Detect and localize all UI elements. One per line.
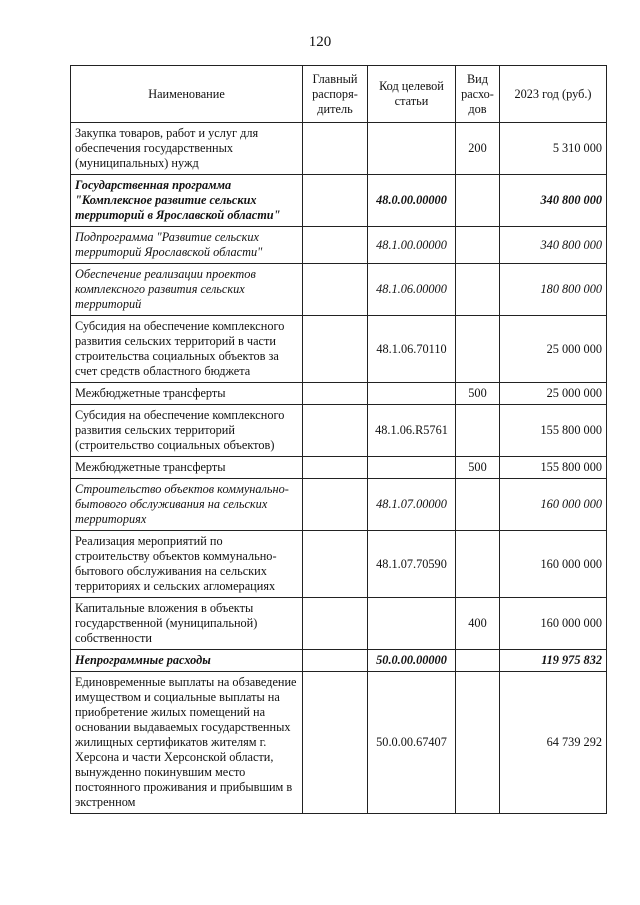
name-cell: Субсидия на обеспечение комплексного развития сельских территорий (строительство социальных объектов)	[71, 405, 303, 457]
code-cell: 48.1.06.70110	[368, 316, 456, 383]
table-header-row	[71, 66, 607, 123]
kind-cell	[456, 264, 500, 316]
grbs-cell	[303, 531, 368, 598]
amount-cell: 5 310 000	[500, 123, 607, 175]
amount-cell: 119 975 832	[500, 650, 607, 672]
grbs-cell	[303, 598, 368, 650]
table-row	[71, 650, 607, 672]
grbs-cell	[303, 650, 368, 672]
amount-cell: 160 000 000	[500, 531, 607, 598]
header-code: Код целевой статьи	[368, 66, 456, 123]
amount-cell: 160 000 000	[500, 479, 607, 531]
table-row	[71, 175, 607, 227]
amount-cell: 155 800 000	[500, 405, 607, 457]
amount-cell: 25 000 000	[500, 383, 607, 405]
kind-cell	[456, 405, 500, 457]
grbs-cell	[303, 405, 368, 457]
kind-cell	[456, 531, 500, 598]
kind-cell	[456, 316, 500, 383]
code-cell	[368, 457, 456, 479]
name-cell: Обеспечение реализации проектов комплексного развития сельских территорий	[71, 264, 303, 316]
amount-cell: 340 800 000	[500, 227, 607, 264]
budget-table	[70, 65, 607, 814]
table-row	[71, 672, 607, 814]
kind-cell	[456, 175, 500, 227]
grbs-cell	[303, 383, 368, 405]
table-row	[71, 383, 607, 405]
name-cell: Строительство объектов коммунально-бытового обслуживания на сельских территориях	[71, 479, 303, 531]
kind-cell	[456, 650, 500, 672]
table-body	[71, 123, 607, 814]
name-cell: Непрограммные расходы	[71, 650, 303, 672]
amount-cell: 160 000 000	[500, 598, 607, 650]
grbs-cell	[303, 227, 368, 264]
grbs-cell	[303, 479, 368, 531]
code-cell: 48.1.06.00000	[368, 264, 456, 316]
name-cell: Государственная программа "Комплексное развитие сельских территорий в Ярославской области"	[71, 175, 303, 227]
code-cell: 48.1.06.R5761	[368, 405, 456, 457]
grbs-cell	[303, 457, 368, 479]
header-amount: 2023 год (руб.)	[500, 66, 607, 123]
name-cell: Межбюджетные трансферты	[71, 457, 303, 479]
amount-cell: 180 800 000	[500, 264, 607, 316]
code-cell	[368, 123, 456, 175]
name-cell: Субсидия на обеспечение комплексного развития сельских территорий в части строительства социальных объектов за счет средств областного бюджета	[71, 316, 303, 383]
grbs-cell	[303, 264, 368, 316]
name-cell: Закупка товаров, работ и услуг для обеспечения государственных (муниципальных) нужд	[71, 123, 303, 175]
code-cell: 50.0.00.67407	[368, 672, 456, 814]
table-row	[71, 405, 607, 457]
code-cell: 48.1.07.70590	[368, 531, 456, 598]
page-number: 120	[308, 34, 332, 50]
header-kind: Вид расхо-дов	[456, 66, 500, 123]
name-cell: Единовременные выплаты на обзаведение имуществом и социальные выплаты на приобретение жилых помещений на основании выдаваемых государственных жилищных сертификатов жителям г. Херсона и части Херсонской области, вынужденно покинувшим место постоянного проживания и прибывшим в экстренном	[71, 672, 303, 814]
code-cell	[368, 383, 456, 405]
table-row	[71, 227, 607, 264]
kind-cell: 400	[456, 598, 500, 650]
code-cell: 48.1.07.00000	[368, 479, 456, 531]
amount-cell: 25 000 000	[500, 316, 607, 383]
name-cell: Межбюджетные трансферты	[71, 383, 303, 405]
amount-cell: 155 800 000	[500, 457, 607, 479]
name-cell: Подпрограмма "Развитие сельских территорий Ярославской области"	[71, 227, 303, 264]
table-row	[71, 479, 607, 531]
grbs-cell	[303, 175, 368, 227]
table-row	[71, 457, 607, 479]
table-row	[71, 531, 607, 598]
table-row	[71, 316, 607, 383]
grbs-cell	[303, 672, 368, 814]
grbs-cell	[303, 316, 368, 383]
kind-cell	[456, 672, 500, 814]
code-cell: 48.0.00.00000	[368, 175, 456, 227]
table-row	[71, 264, 607, 316]
kind-cell: 500	[456, 383, 500, 405]
amount-cell: 64 739 292	[500, 672, 607, 814]
header-grbs: Главный распоря-дитель	[303, 66, 368, 123]
code-cell: 48.1.00.00000	[368, 227, 456, 264]
amount-cell: 340 800 000	[500, 175, 607, 227]
kind-cell	[456, 227, 500, 264]
kind-cell	[456, 479, 500, 531]
name-cell: Реализация мероприятий по строительству объектов коммунально-бытового обслуживания на сельских территориях и сельских агломерациях	[71, 531, 303, 598]
header-name: Наименование	[71, 66, 303, 123]
grbs-cell	[303, 123, 368, 175]
code-cell: 50.0.00.00000	[368, 650, 456, 672]
kind-cell: 500	[456, 457, 500, 479]
kind-cell: 200	[456, 123, 500, 175]
table-row	[71, 598, 607, 650]
code-cell	[368, 598, 456, 650]
table-row	[71, 123, 607, 175]
name-cell: Капитальные вложения в объекты государственной (муниципальной) собственности	[71, 598, 303, 650]
